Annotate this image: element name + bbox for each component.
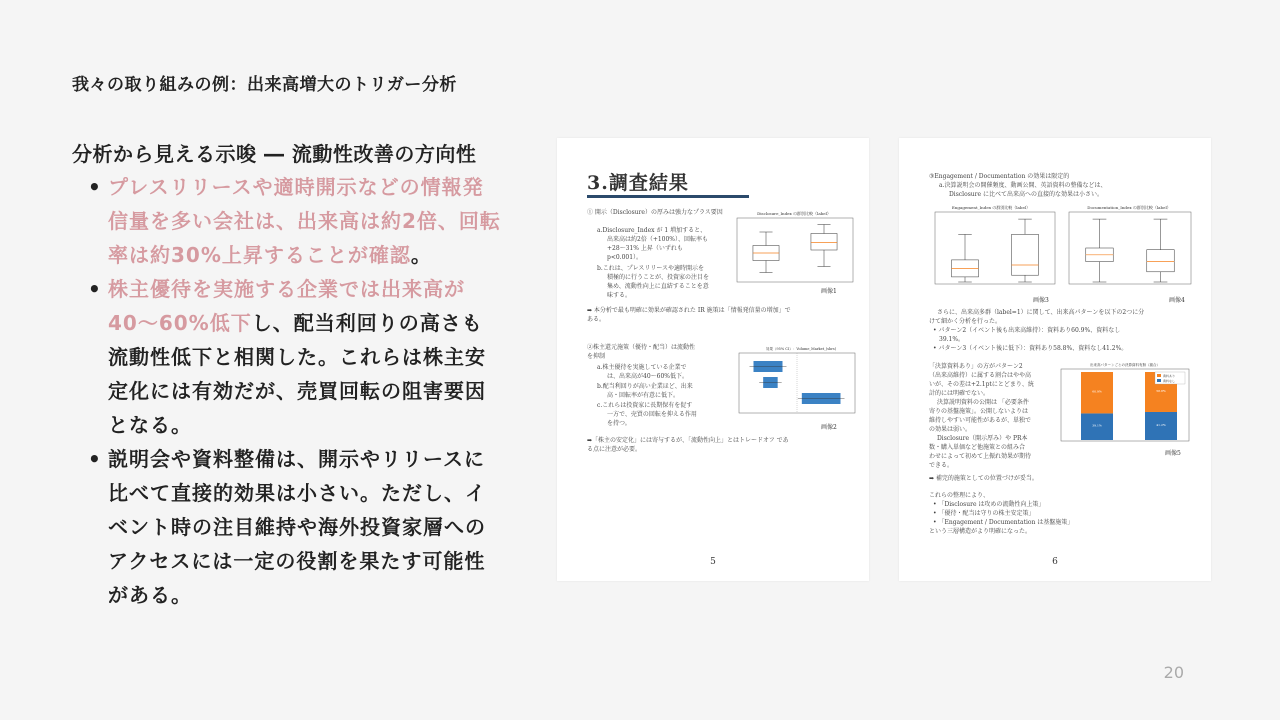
heading-underline [587, 195, 749, 198]
doc-text: b.これは、プレスリリースや適時開示を [597, 265, 705, 272]
doc-text: ➡ 本分析で最も明確に効果が確認された IR 施策は「情報発信量の増加」で [587, 307, 791, 314]
doc-text: c.これらは投資家に長期保有を促す [597, 402, 693, 409]
image-caption: 画像1 [821, 288, 837, 295]
bullet-item [82, 272, 502, 442]
doc-text: ➡ 補完的施策としての位置づけが妥当。 [929, 475, 1038, 482]
doc-text: という三層構造がより明確になった。 [929, 528, 1032, 535]
doc-page-number: 5 [710, 557, 716, 567]
doc-text: 39.1%。 [939, 336, 965, 343]
doc-text: • 「Engagement / Documentation は基盤施策」 [933, 519, 1074, 526]
chart-title: Documentation_Index の群別比較（label） [1087, 205, 1171, 210]
bar-label: 39.1% [1092, 423, 1102, 428]
doc-text: • パターン3（イベント後に低下）：資料あり58.8%、資料なし41.2%。 [933, 345, 1128, 352]
doc-text: を持つ。 [607, 420, 631, 427]
legend-swatch [1157, 379, 1161, 382]
bullet-text: 。 [410, 243, 432, 267]
doc-text: ➡「株主の安定化」には寄与するが、「流動性向上」とはトレードオフ であ [587, 437, 789, 444]
doc-text: は、出来高が40〜60%低下。 [607, 373, 688, 380]
insight-bullet-list [82, 170, 502, 612]
effect-ci-chart [731, 343, 861, 423]
doc-text: 集め、流動性向上に直結することを意 [607, 283, 709, 290]
doc-text: ある。 [587, 316, 606, 323]
bullet-highlight: 株主優待を実施する企業では出来高が40〜60%低下 [108, 277, 465, 335]
doc-text: 計的には明確でない。 [929, 390, 990, 397]
slide-title: 我々の取り組みの例：出来高増大のトリガー分析 [72, 75, 457, 95]
disclosure-boxplot [729, 208, 859, 293]
bar-label: 41.2% [1156, 422, 1166, 427]
image-caption: 画像3 [1033, 297, 1049, 304]
image-caption: 画像2 [821, 424, 837, 431]
doc-text: ① 開示（Disclosure）の厚みは強力なプラス要因 [587, 209, 723, 216]
doc-text: の効果は弱い。 [929, 426, 972, 433]
document-page-6 [899, 138, 1211, 581]
bullet-item [82, 170, 502, 272]
doc-text: さらに、出来高多群（label=1）に関して、出来高パターンを以下の2つに分 [937, 309, 1145, 316]
doc-text: ③Engagement / Documentation の効果は限定的 [929, 173, 1070, 180]
doc-text: 味する。 [607, 292, 632, 299]
image-caption: 画像5 [1165, 450, 1181, 457]
legend-label: 資料あり [1163, 374, 1176, 378]
bullet-text: し、配当利回りの高さも流動性低下と相関した。これらは株主安定化には有効だが、売買回転の阻害要因となる。 [108, 311, 486, 437]
doc-text: 維持しやすい可能性があるが、単独で [929, 417, 1032, 424]
bar-label: 60.9% [1092, 389, 1102, 394]
doc-text: 決算説明資料の公開は 「必要条件 [937, 399, 1029, 406]
doc-text: b.配当利回りが高い企業ほど、出来 [597, 383, 693, 390]
doc-page-number: 6 [1052, 557, 1058, 567]
doc-text: 「決算資料あり」の方がパターン2 [929, 363, 1023, 370]
doc-text: （出来高維持）に属する割合はやや高 [929, 372, 1032, 379]
boxplot-group [753, 225, 837, 273]
doc-text: 高・回転率が有意に低下。 [607, 392, 680, 399]
doc-text: 寄りの基盤施策」。公開しないよりは [929, 408, 1029, 415]
doc-text: る点に注意が必要。 [587, 446, 642, 453]
image-caption: 画像4 [1169, 297, 1185, 304]
slide-page-number: 20 [1163, 663, 1184, 682]
doc-text: 一方で、売買の回転を抑える作用 [607, 411, 697, 418]
doc-text: a.Disclosure_Index が 1 増加すると、 [597, 227, 707, 234]
box [1012, 234, 1039, 275]
doc-heading: 3.調査結果 [587, 172, 689, 194]
doc-text: 出来高は約2倍（+100%）、回転率も [607, 236, 708, 243]
doc-text: ②株主還元施策（優待・配当）は流動性 [587, 344, 696, 351]
documentation-boxplot [1059, 202, 1199, 297]
doc-text: いが、その差は+2.1ptにとどまり、統 [929, 381, 1034, 388]
bullet-highlight: プレスリリースや適時開示などの情報発信量を多い会社は、出来高は約2倍、回転率は約30%上昇することが確認 [108, 175, 501, 267]
chart-title: Disclosure_Index の群別比較（label） [757, 211, 831, 216]
doc-text: p<0.001）。 [607, 254, 643, 261]
engagement-boxplot [921, 202, 1061, 297]
doc-text: a.株主優待を実施している企業で [597, 364, 687, 371]
doc-text: a.決算説明会の開催頻度、動画公開、英語資料の整備などは、 [939, 182, 1107, 189]
bar-label: 58.8% [1156, 388, 1166, 393]
doc-text: • 「優待・配当は守りの株主安定策」 [933, 510, 1035, 517]
bullet-item [82, 442, 502, 612]
doc-text: わせによって初めて上振れ効果が期待 [929, 453, 1032, 460]
boxplot-group [1086, 219, 1174, 282]
doc-text: を抑制 [587, 353, 606, 360]
legend-label: 資料なし [1163, 379, 1176, 383]
doc-text: 積極的に行うことが、投資家の注目を [607, 274, 710, 281]
doc-text: Disclosure（開示厚み）や PR本 [937, 435, 1028, 442]
doc-text: • 「Disclosure は攻めの流動性向上策」 [933, 501, 1045, 508]
bullet-text: 説明会や資料整備は、開示やリリースに比べて直接的効果は小さい。ただし、イベント時の注目維持や海外投資家層へのアクセスには一定の役割を果たす可能性がある。 [108, 447, 486, 607]
doc-text: 数・購入単価など他施策との組み合 [929, 444, 1026, 451]
doc-text: • パターン2（イベント後も出来高維持）：資料あり60.9%、資料なし [933, 327, 1121, 334]
doc-text: できる。 [929, 462, 954, 469]
doc-text: +28〜31% 上昇（いずれも [607, 245, 683, 252]
box [811, 234, 837, 251]
doc-text: Disclosure に比べて出来高への直接的な効果は小さい。 [949, 191, 1103, 198]
legend-swatch [1157, 374, 1161, 377]
pattern-stacked-bar [1055, 360, 1195, 450]
section-heading: 分析から見える示唆 ― 流動性改善の方向性 [72, 142, 477, 166]
chart-title: 出来高パターンごとの決算資料有無（割合） [1090, 363, 1160, 367]
doc-text: これらの整理により、 [929, 492, 990, 499]
box [1147, 250, 1174, 272]
document-page-5 [557, 138, 869, 581]
chart-title: 効果（95% CI）：Volume_Market_(shrs) [765, 347, 837, 351]
ci-bar-group [750, 353, 845, 413]
doc-text: けて細かく分析を行った。 [929, 318, 1002, 325]
chart-title: Engagement_Index の群別比較（label） [951, 205, 1031, 210]
boxplot-group [952, 219, 1039, 282]
